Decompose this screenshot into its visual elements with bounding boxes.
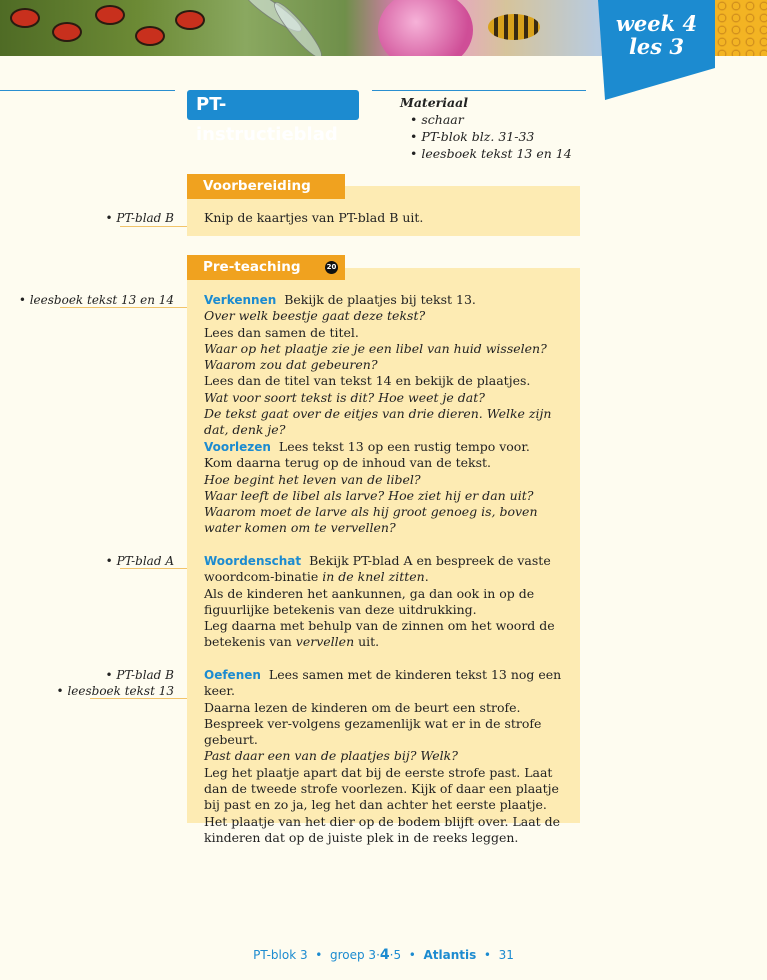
side-reference: • PT-blad A [105,554,174,568]
materials-item: • schaar [410,112,464,127]
side-reference-line [90,698,187,699]
materials-item: • PT-blok blz. 31-33 [410,129,535,144]
side-reference: • PT-blad B [105,668,174,682]
lesson-label: les 3 [628,34,685,59]
side-reference: • leesboek tekst 13 en 14 [18,293,174,307]
week-label: week 4 [615,11,698,36]
side-reference: • leesboek tekst 13 [56,684,174,698]
page-footer: PT-blok 3 • groep 3·4·5 • Atlantis • 31 [253,947,514,963]
keyword-voorlezen: Voorlezen [204,440,271,454]
verkennen-block: Verkennen Bekijk de plaatjes bij tekst 13. Over welk beestje gaat deze tekst? Lees dan samen de titel. Waar op het plaatje zie je een libel van huid wisselen? Waarom zou dat gebeuren? Lees dan de titel van tekst 14 en bekijk de plaatjes. Wat voor soort tekst is dit? Hoe weet je dat? De tekst gaat over de eitjes van drie dieren. Welke zijn dat, denk je? [204,292,552,438]
preteaching-heading: Pre-teaching 20 [187,255,345,280]
page-number: 31 [498,948,514,962]
materials-item: • leesboek tekst 13 en 14 [410,146,572,161]
page-title: PT-instructieblad [187,90,359,120]
honeycomb-photo [715,0,767,56]
voorlezen-block: Voorlezen Lees tekst 13 op een rustig tempo voor. Kom daarna terug op de inhoud van de tekst. Hoe begint het leven van de libel? Waar leeft de libel als larve? Hoe ziet hij er dan uit? Waarom moet de larve als hij groot genoeg is, boven water komen om te vervellen? [204,439,538,536]
divider-line [0,90,175,91]
side-reference-line [120,226,187,227]
flower-photo [378,0,473,56]
side-reference-line [60,307,187,308]
bee-photo [488,14,540,40]
keyword-oefenen: Oefenen [204,668,261,682]
woordenschat-block: Woordenschat Bekijk PT-blad A en bespreek de vaste woordcom-binatie in de knel zitten. Als de kinderen het aankunnen, ga dan ook in op de figuurlijke betekenis van deze uitdrukking. Leg daarna met behulp van de zinnen om het woord de betekenis van vervellen uit. [204,553,555,650]
firebug-photo [175,10,205,30]
side-reference: • PT-blad B [105,211,174,225]
voorbereiding-heading: Voorbereiding [187,174,345,199]
materials-list [400,94,572,162]
duration-badge: 20 [325,261,338,274]
week-badge-text [598,12,715,58]
firebug-photo [10,8,40,28]
oefenen-block: Oefenen Lees samen met de kinderen tekst 13 nog een keer. Daarna lezen de kinderen om de beurt een strofe. Bespreek ver-volgens gezamenlijk wat er in de strofe gebeurt. Past daar een van de plaatjes bij? Welk? Leg het plaatje apart dat bij de eerste strofe past. Laat dan de tweede strofe voorlezen. Kijk of daar een plaatje bij past en zo ja, leg het dan achter het eerste plaatje. Het plaatje van het dier op de bodem blijft over. Laat de kinderen dat op de juiste plek in de reeks leggen. [204,667,562,845]
voorbereiding-text: Knip de kaartjes van PT-blad B uit. [204,210,424,225]
side-reference-line [120,568,187,569]
dragonfly-photo [269,0,328,56]
firebug-photo [95,5,125,25]
divider-line [372,90,586,91]
firebug-photo [135,26,165,46]
materials-heading: Materiaal [400,95,468,110]
keyword-woordenschat: Woordenschat [204,554,302,568]
keyword-verkennen: Verkennen [204,293,277,307]
firebug-photo [52,22,82,42]
